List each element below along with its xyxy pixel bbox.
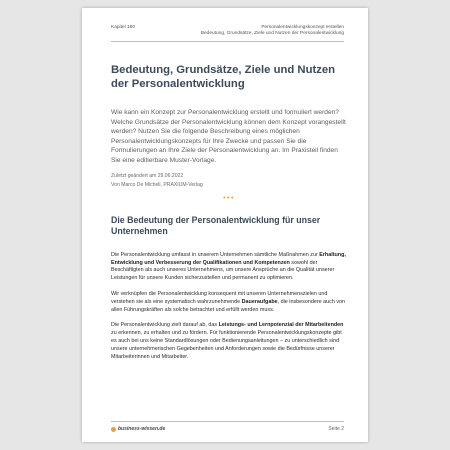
section-heading: Die Bedeutung der Personalentwicklung für unser Unternehmen [111, 215, 321, 236]
paragraph-2-bold: Daueraufgabe [241, 298, 278, 305]
updated-date: Zuletzt geändert am 29.06.2022 [111, 173, 184, 179]
footer-divider [111, 421, 344, 422]
chapter-label: Kapitel 180 [111, 25, 136, 30]
paragraph-3-text-c: zu erkennen, zu erhalten und zu fördern. Für funktionierende Personalentwicklungskonzepte gibt es auch bei uns keine Standardlösungen oder Bedienungsanleitungen – zu unterschiedlich sind unsere unternehmerischen Gegebenheiten und Anforderungen sowie die Bedürfnisse unserer Mitarbeiterinnen und Mitarbeiter. [111, 330, 342, 360]
page-number: Seite 2 [328, 426, 344, 432]
logo-dot-icon [111, 427, 116, 432]
running-header-line1: Personalentwicklungskonzept erstellen [261, 25, 344, 30]
paragraph-1-text-a: Die Personalentwicklung umfasst in unserem Unternehmen sämtliche Maßnahmen zur [111, 251, 320, 258]
paragraph-1 [111, 252, 347, 283]
paragraph-2 [111, 291, 347, 314]
header-divider [111, 41, 344, 42]
paragraph-2-text-c: , die insbesondere auch von allen Führungskräften als solche betrachtet und erfüllt werden muss. [111, 298, 346, 313]
author-line: Von Marco De Micheli, PRAXIUM-Verlag [111, 181, 203, 188]
paragraph-1-text-c: sowohl der Beschäftigten als auch unseres Unternehmens, um unsere Ansprüche an die Qualität unserer Leistungen für unsere Kunden sicherzustellen und permanent zu optimieren. [111, 259, 335, 282]
paragraph-2-text-a: Wir verknüpfen die Personalentwicklung konsequent mit unseren Unternehmenszielen und verstehen sie als eine systematisch wahrzunehmende [111, 291, 328, 305]
article-title: Bedeutung, Grundsätze, Ziele und Nutzen der Personalentwicklung [111, 64, 336, 90]
article-content [111, 64, 347, 361]
paragraph-3 [111, 322, 347, 361]
paragraph-3-bold: Leistungs- und Lernpotenzial der Mitarbeitenden [218, 322, 344, 329]
article-lead: Wie kann ein Konzept zur Personalentwicklung erstellt und formuliert werden? Welche Grundsätze der Personalentwicklung können dem Konzept vorangestellt werden? Nutzen Sie die folgende Beschreibung eines möglichen Personalentwicklungskonzepts für Ihre Zwecke und passen Sie die Formulierungen an Ihre Ziele der Personalentwicklung an. Im Praxisteil finden Sie eine editierbare Muster-Vorlage. [111, 109, 346, 164]
running-header-line2: Bedeutung, Grundsätze, Ziele und Nutzen der Personalentwicklung [200, 31, 344, 36]
paragraph-3-text-a: Die Personalentwicklung zielt darauf ab, das [111, 322, 219, 329]
section-separator: ••• [223, 195, 235, 202]
business-wissen-logo [111, 426, 165, 432]
running-header [201, 25, 344, 37]
paragraph-1-bold: Erhaltung, Entwicklung und Verbesserung der Qualifikationen und Kompetenzen [111, 251, 346, 266]
article-meta [111, 172, 347, 189]
logo-text: business-wissen.de [118, 426, 166, 432]
document-page [82, 8, 368, 442]
